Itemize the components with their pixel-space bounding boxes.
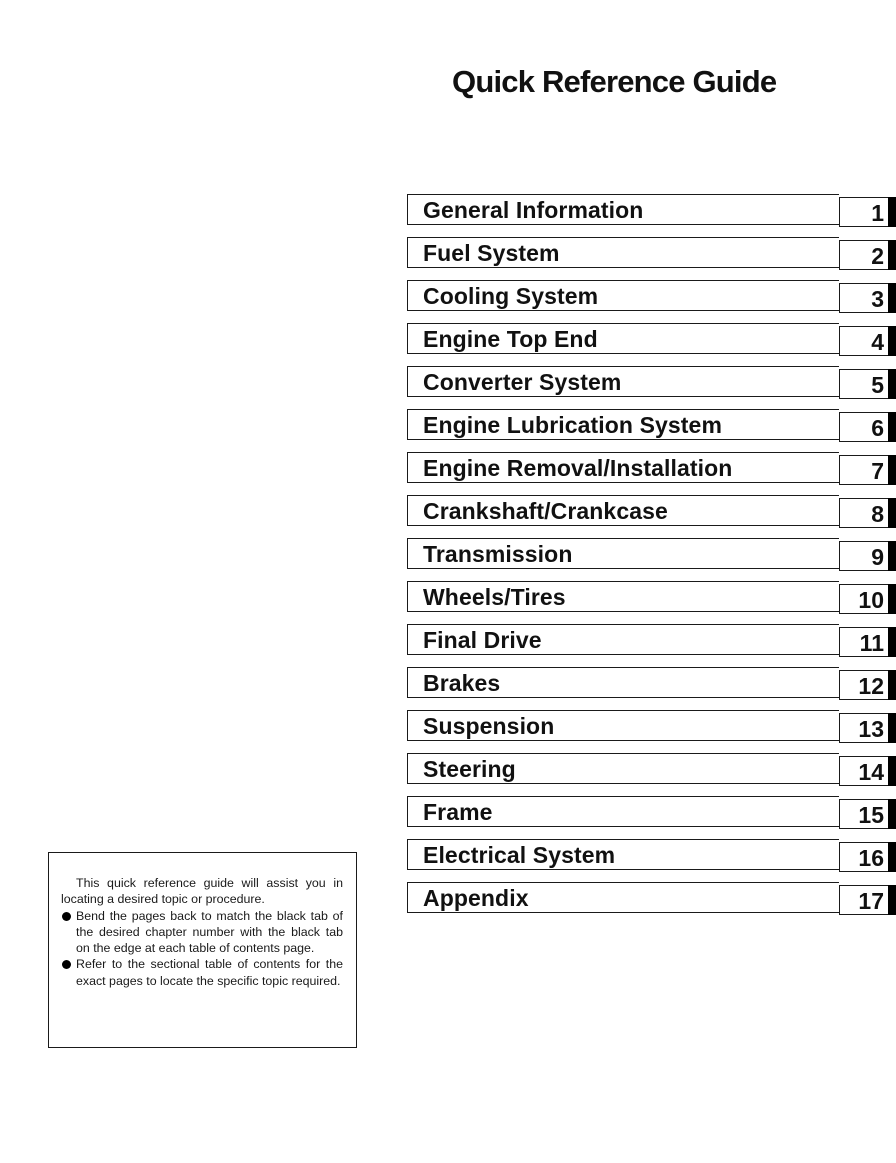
black-tab-marker [888, 240, 896, 270]
black-tab-marker [888, 842, 896, 872]
black-tab-marker [888, 369, 896, 399]
chapter-number: 16 [839, 842, 888, 872]
chapter-index [407, 194, 896, 930]
chapter-entry[interactable] [407, 839, 896, 872]
chapter-number: 15 [839, 799, 888, 829]
chapter-entry[interactable] [407, 624, 896, 657]
chapter-label: Frame [407, 796, 839, 827]
usage-note-bullet [61, 908, 343, 957]
chapter-label: General Information [407, 194, 839, 225]
chapter-entry[interactable] [407, 710, 896, 743]
chapter-entry[interactable] [407, 538, 896, 571]
chapter-entry[interactable] [407, 882, 896, 915]
chapter-label: Fuel System [407, 237, 839, 268]
chapter-label: Wheels/Tires [407, 581, 839, 612]
chapter-entry[interactable] [407, 366, 896, 399]
chapter-number: 12 [839, 670, 888, 700]
chapter-entry[interactable] [407, 237, 896, 270]
chapter-number: 9 [839, 541, 888, 571]
chapter-number: 11 [839, 627, 888, 657]
chapter-number: 14 [839, 756, 888, 786]
black-tab-marker [888, 713, 896, 743]
usage-note-bullet-text: Refer to the sectional table of contents for the exact pages to locate the specific topic required. [76, 957, 343, 988]
chapter-number: 8 [839, 498, 888, 528]
black-tab-marker [888, 584, 896, 614]
chapter-entry[interactable] [407, 581, 896, 614]
black-tab-marker [888, 197, 896, 227]
chapter-entry[interactable] [407, 409, 896, 442]
chapter-label: Electrical System [407, 839, 839, 870]
chapter-entry[interactable] [407, 796, 896, 829]
usage-note-bullet [61, 956, 343, 989]
chapter-label: Crankshaft/Crankcase [407, 495, 839, 526]
usage-note-box [48, 852, 357, 1048]
chapter-label: Engine Lubrication System [407, 409, 839, 440]
chapter-number: 13 [839, 713, 888, 743]
black-tab-marker [888, 455, 896, 485]
chapter-entry[interactable] [407, 194, 896, 227]
bullet-icon [62, 960, 71, 969]
chapter-label: Steering [407, 753, 839, 784]
black-tab-marker [888, 412, 896, 442]
black-tab-marker [888, 799, 896, 829]
black-tab-marker [888, 283, 896, 313]
chapter-label: Engine Top End [407, 323, 839, 354]
black-tab-marker [888, 670, 896, 700]
black-tab-marker [888, 885, 896, 915]
chapter-label: Transmission [407, 538, 839, 569]
bullet-icon [62, 912, 71, 921]
chapter-entry[interactable] [407, 323, 896, 356]
chapter-number: 10 [839, 584, 888, 614]
chapter-label: Engine Removal/Installation [407, 452, 839, 483]
chapter-number: 5 [839, 369, 888, 399]
chapter-entry[interactable] [407, 667, 896, 700]
chapter-entry[interactable] [407, 280, 896, 313]
chapter-number: 3 [839, 283, 888, 313]
usage-note-bullet-text: Bend the pages back to match the black tab of the desired chapter number with the black tab on the edge at each table of contents page. [76, 908, 343, 956]
black-tab-marker [888, 541, 896, 571]
chapter-number: 1 [839, 197, 888, 227]
chapter-entry[interactable] [407, 753, 896, 786]
chapter-label: Final Drive [407, 624, 839, 655]
chapter-label: Converter System [407, 366, 839, 397]
chapter-label: Brakes [407, 667, 839, 698]
chapter-label: Appendix [407, 882, 839, 913]
black-tab-marker [888, 326, 896, 356]
chapter-entry[interactable] [407, 452, 896, 485]
chapter-label: Suspension [407, 710, 839, 741]
chapter-number: 2 [839, 240, 888, 270]
usage-note-intro: This quick reference guide will assist you in locating a desired topic or procedure. [61, 876, 343, 907]
chapter-number: 6 [839, 412, 888, 442]
black-tab-marker [888, 627, 896, 657]
chapter-entry[interactable] [407, 495, 896, 528]
chapter-label: Cooling System [407, 280, 839, 311]
black-tab-marker [888, 498, 896, 528]
chapter-number: 17 [839, 885, 888, 915]
chapter-number: 4 [839, 326, 888, 356]
page-title: Quick Reference Guide [452, 64, 777, 99]
black-tab-marker [888, 756, 896, 786]
chapter-number: 7 [839, 455, 888, 485]
